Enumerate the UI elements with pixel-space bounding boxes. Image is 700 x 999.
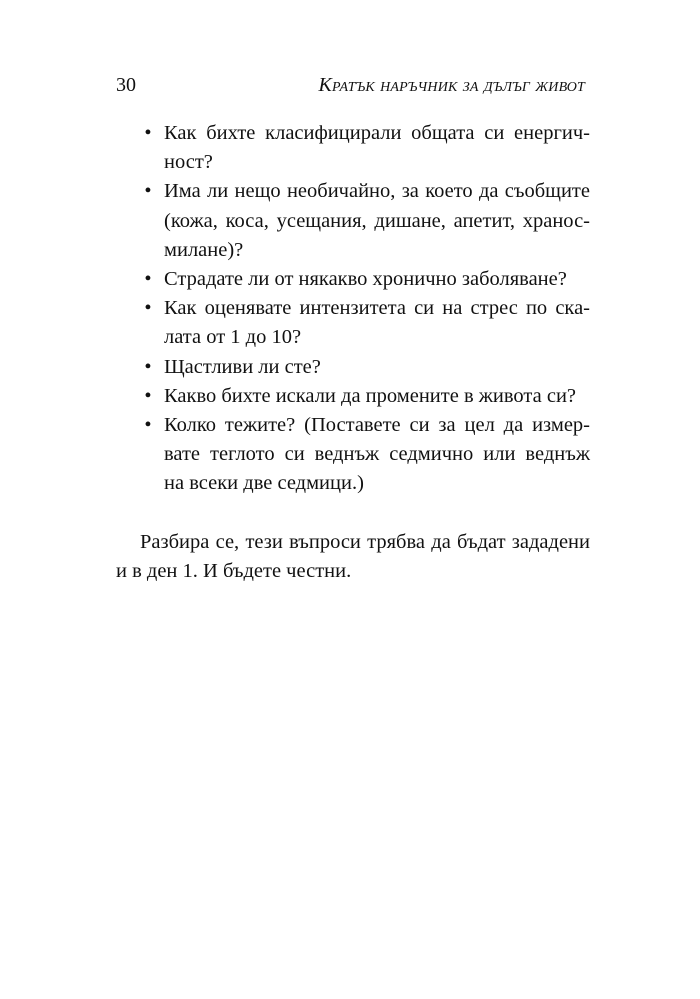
question-list — [116, 119, 590, 499]
running-title — [319, 70, 586, 100]
list-item-line: Щастливи ли сте? — [164, 355, 321, 378]
paragraph-line: и в ден 1. И бъдете честни. — [116, 559, 352, 582]
list-item-line: Страдате ли от някакво хронично заболяване? — [164, 268, 567, 291]
list-item-line: Как бихте класифицирали общата си енергич- — [164, 122, 590, 144]
list-item-line: на всеки две седмици.) — [164, 472, 364, 495]
list-item-line: вате теглото си веднъж седмично или веднъж — [164, 443, 590, 466]
list-item-line: Колко тежите? (Поставете си за цел да измер- — [164, 414, 590, 437]
list-item-line: Има ли нещо необичайно, за което да съобщите — [164, 180, 590, 203]
bullet-icon: • — [144, 122, 152, 144]
list-item-line: Какво бихте искали да промените в живота си? — [164, 384, 577, 407]
list-item-line: (кожа, коса, усещания, дишане, апетит, хранос- — [164, 209, 590, 232]
running-title-text: Кратък наръчник за дълъг живот — [318, 74, 585, 96]
list-item-line: ност? — [164, 151, 213, 174]
bullet-icon: • — [144, 384, 152, 407]
bullet-icon: • — [144, 180, 152, 203]
list-item-line: лата от 1 до 10? — [164, 326, 302, 349]
list-item — [116, 119, 590, 177]
list-item — [116, 411, 590, 499]
list-item — [116, 177, 590, 265]
list-item — [116, 382, 590, 411]
bullet-icon: • — [144, 355, 152, 378]
bullet-icon: • — [144, 268, 152, 291]
paragraph-line: Разбира се, тези въпроси трябва да бъдат зададени — [140, 530, 590, 553]
list-item — [116, 294, 590, 352]
list-item-line: Как оценявате интензитета си на стрес по ска- — [164, 297, 590, 320]
list-item — [116, 265, 590, 294]
list-item — [116, 353, 590, 382]
page-body — [116, 119, 590, 586]
body-paragraph — [116, 528, 590, 586]
page-number: 30 — [116, 74, 136, 96]
bullet-icon: • — [144, 297, 152, 320]
list-item-line: милане)? — [164, 238, 244, 261]
bullet-icon: • — [144, 414, 152, 437]
page-header — [116, 70, 585, 100]
